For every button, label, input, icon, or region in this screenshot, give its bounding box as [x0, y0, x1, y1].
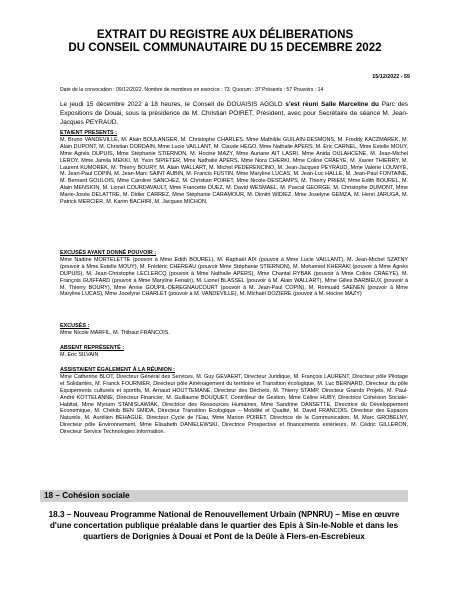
document-title-line-2: DU CONSEIL COMMUNAUTAIRE DU 15 DECEMBRE 2022 — [68, 41, 382, 54]
present-section — [60, 130, 408, 206]
present-heading: ETAIENT PRESENTS : — [60, 130, 117, 136]
intro-paragraph — [60, 100, 408, 127]
intro-bold-fragment: s'est réuni Salle Marceline du — [285, 101, 379, 108]
excused-heading: EXCUSÉS : — [60, 323, 90, 329]
deliberation-subtitle: 18.3 – Nouveau Programme National de Renouvellement Urbain (NPNRU) – Mise en œuvre d'une concertation publique préalable dans le quartier des Epis à Sin-le-Noble et dans les quartiers de Dorignies à Douai et Pont de la Deûle à Flers-en-Escrebieux — [48, 510, 400, 541]
document-title-line-1: EXTRAIT DU REGISTRE AUX DÉLIBERATIONS — [96, 28, 354, 41]
session-number: 15/12/2022 - 55 — [372, 74, 410, 80]
proxy-section — [60, 250, 408, 298]
absent-section — [60, 345, 408, 359]
present-list: M. Bruno VANDEVILLE, M. Alain BOULANGER, M. Christophe CHARLES, Mme Mathilde GUILAIN-DESMONS, M. Freddy KACZMAREK, M. Alain DUPONT, M. Christian DORDAIN, Mme Lucie VAILLANT, M. Claude HEGO, Mme Nathalie APERS, M. Eric CARNEL, Mme Estelle MOUY, Mme Agnès DUPUIS, Mme Stéphanie STIERNON, M. Hocine MAZY, Mme Auriane AIT LASRI, Mme Anida OULAHCENE, M. Jean-Michel LEROY, Mme Jamila MEKKI, M. Yvon SIPIETER, Mme Nathalie APERS, Mme Nora CHERKI, Mme Coline CRAEYE, M. Xavier THIERRY, M. Laurent KUMOREK, M. Thierry BOURY, M. Alain WALLART, M. Michel PEDERENCINO, M. Jean-Jacques PEYRAUD, Mme Valérie LOUWYE, M. Jean-Paul COPIN, M. Jean-Marc SAINT AUBIN, M. Francis FUSTIN, Mme Maryline LUCAS, M. Jean-Luc HALLE, M. Jean-Paul FONTAINE, M. Bernard GOULOIS, Mme Caroline SANCHEZ, M. Christian POIRET, Mme Nicole-DESCAMPS, M. Thierry PRIEM, Mme Edith BOUREL, M. Alain MENSION, M. Lionel COURDAVAULT, Mme Francette DUEZ, M. David WESMAEL, M. Pascal GEORGE, M. Christophe DUMONT, Mme Marie-Josée DELATTRE, M. Didier CARREZ, Mme Stéphanie CARAMOUR, M. Dimitri WIDIEZ, Mme Joselyne GEMZA, M. Henri JARUGA, M. Patrick MERCIER, M. Karim BACHIRI, M. Jacques MICHON. — [60, 136, 408, 206]
excused-section — [60, 323, 408, 337]
attendees-list: Mme Catherine BLOT, Directeur Général des Services, M. Guy GEVAERT, Directeur Juridique, M. François LAURENT, Directeur pôle Pilotage et Solidarités, M. Franck FOURNIER, Directeur pôle Aménagement du territoire et Transition écologique, M. Luc BERNARD, Directeur du pôle Equipements culturels et sportifs, M. Arnaud HOUTTEMANE, Directeur des Déchets, M. Thierry STAMP, Directeur Grands Projets, M. Paul-André KOTTELANNE, Directeur Financier, M. Guillaume BOUQUET, Contrôleur de Gestion, Mme Céline HUBY, Directrice Cohésion Sociale-Habitat, Mme Myriam STANISLAWIAK, Directrice des Ressources Humaines, Mme Sandrine DANSETTE, Directrice du Développement Economique, M. Chékib BEN SMIDA, Directeur Transition Ecologique – Mobilité et Qualité, M. David FRANCOIS, Directeur des Espaces Naturels, M. Aurélien BEHAGUE, Directeur Cycle de l'Eau, Mme Marion POIRET, Directrice de la Communication, M. Marc GROBELNY, Directeur pôle Environnement, Mme Elisabeth DANIELEWSKI, Directrice Prospective et financements extérieurs, M. Cédric GILLERON, Directeur Service Technologies Information. — [60, 373, 408, 436]
absent-list: M. Eric SILVAIN — [60, 351, 99, 358]
convocation-meta: Date de la convocation : 09/12/2022. Nombre de membres en exercice : 73. Quorum : 37 Présents : 57 Pouvoirs : 14 — [60, 87, 324, 93]
excused-list: Mme Nicole MARFIL, M. Thibaut FRANCOIS. — [60, 329, 170, 336]
attendees-heading: ASSISTAIENT ÉGALEMENT À LA RÉUNION : — [60, 367, 176, 373]
proxy-list: Mme Nadine MORTELETTE (pouvoir à Mme Edith BOUREL), M. Raphaël AIX (pouvoir à Mme Lucie VAILLANT), M. Jean-Michel SZATNY (pouvoir à Mme Estelle MOUY), M. Frédéric CHEREAU (pouvoir Mme Stéphanie STIERNON), M. Mohamed KHERAKI (pouvoir à Mme Agnès DUPUIS), M. Jean-Christophe LECLERCQ (pouvoir à Mme Nathalie APERS), Mme Chantal RYBAK (pouvoir à Mme Coline CRAEYE), M. François GUIFFARD (pouvoir à Mme Maryline Fenain), M. Lionel BLASSEL (pouvoir à M. Alain WALLART), Mme Gilles BARBIEUX (pouvoir à M. Thierry BOURY), Mme Annie GOUPIL-DEREGNAUCOURT (pouvoir à M. Jean-Paul COPIN), M. Romuald SAENEN (pouvoir à Mme Maryline LUCAS), Mme Jocelyne CHARLET (pouvoir à M. VANDEVILLE), M. Michaël DOZIERE (pouvoir à M. Hocine MAZY) — [60, 256, 408, 298]
absent-heading: ABSENT REPRÉSENTÉ : — [60, 345, 125, 351]
section-heading-bar: 18 – Cohésion sociale — [40, 490, 408, 502]
proxy-heading: EXCUSÉS AYANT DONNÉ POUVOIR : — [60, 250, 157, 256]
attendees-section — [60, 367, 408, 436]
intro-text: Le jeudi 15 décembre 2022 à 18 heures, le Conseil de DOUAISIS AGGLO s'est réuni Salle Marceline du Parc des Expositions de Douai, sous la présidence de M. Christian POIRET, Président, avec pour Secrétaire de séance M. Jean-Jacques PEYRAUD. — [60, 101, 408, 126]
